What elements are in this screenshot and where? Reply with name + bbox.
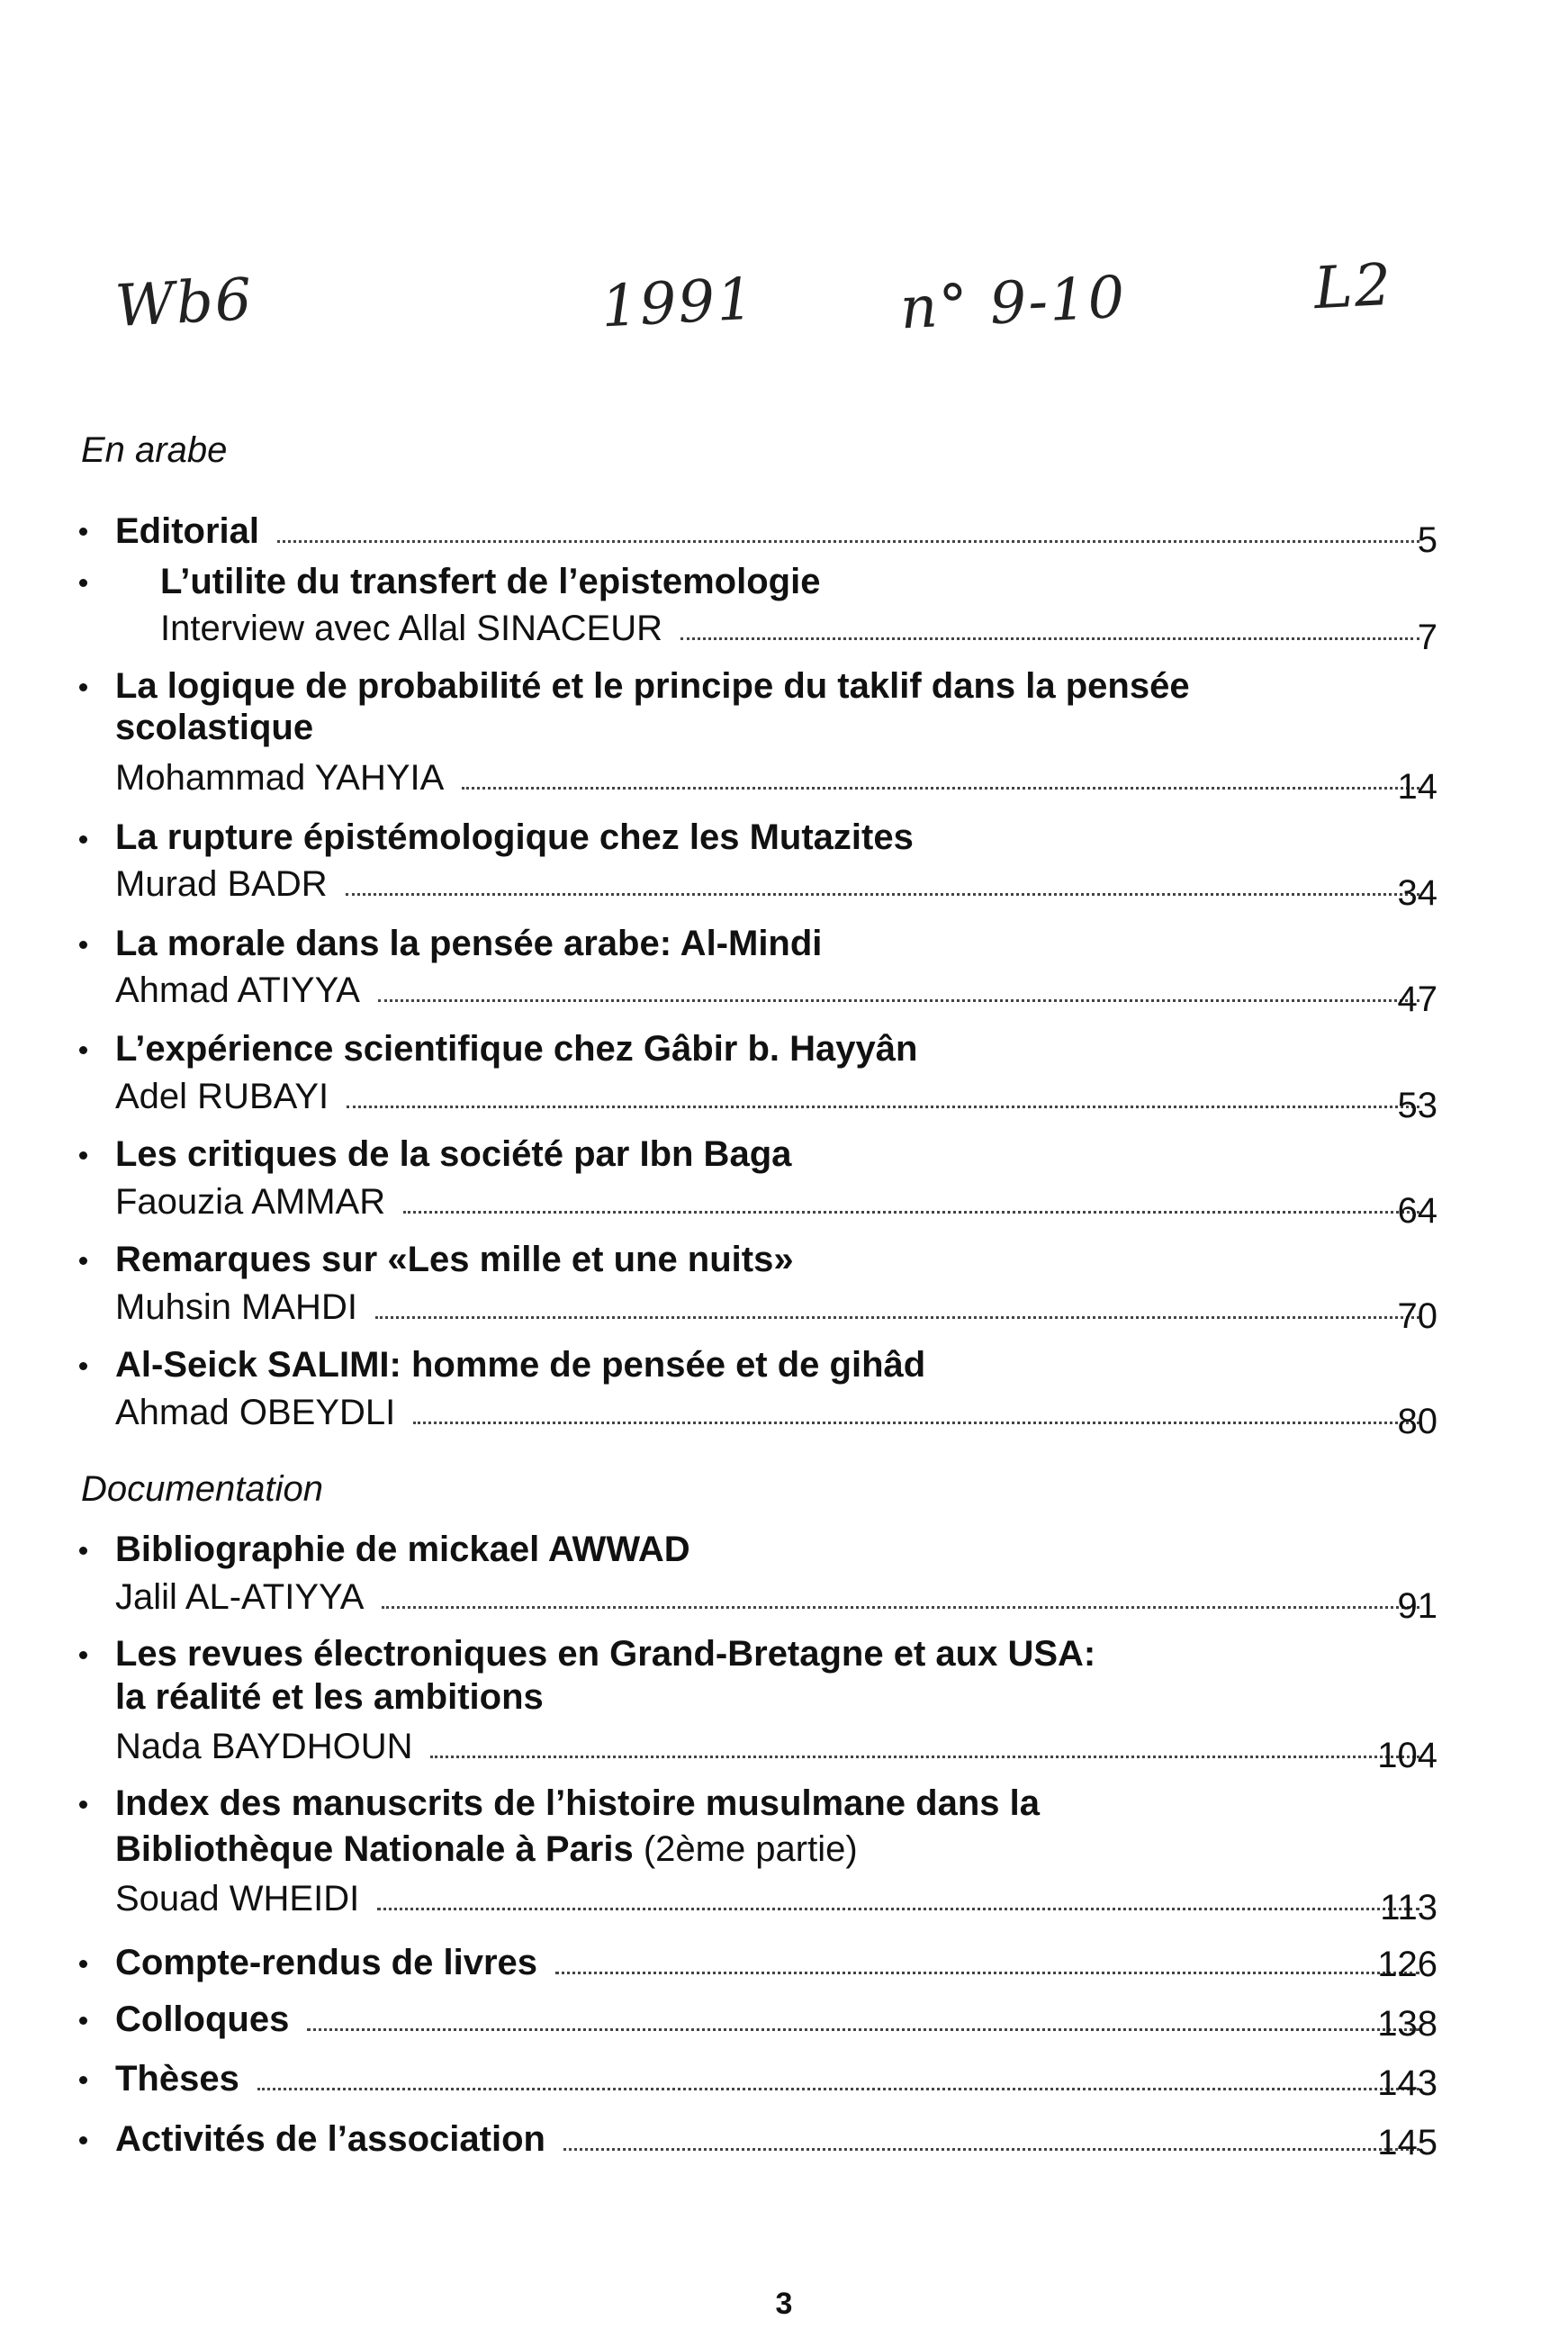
entry-page: 34	[1397, 873, 1437, 913]
entry-title-continued: scolastique	[115, 708, 314, 747]
bullet	[79, 1547, 87, 1555]
toc-entry	[115, 1998, 1437, 2041]
entry-page: 47	[1397, 979, 1437, 1019]
bullet	[79, 2017, 87, 2025]
entry-page: 64	[1397, 1191, 1437, 1231]
entry-title: Les critiques de la société par Ibn Baga	[115, 1134, 792, 1174]
entry-page: 104	[1377, 1736, 1437, 1775]
bullet	[79, 1257, 87, 1265]
entry-title: La morale dans la pensée arabe: Al-Mindi	[115, 924, 823, 963]
dot-leader	[403, 1210, 1419, 1214]
bullet	[79, 1651, 87, 1659]
entry-title: L’expérience scientifique chez Gâbir b. Hayyân	[115, 1029, 918, 1069]
toc-entry	[115, 2117, 1437, 2161]
toc-entry-author-row	[115, 756, 1437, 799]
bullet	[79, 2136, 87, 2144]
toc-entry-author-row	[115, 1575, 1437, 1619]
toc-entry-author-row	[115, 1391, 1437, 1434]
section-heading-arabic: En arabe	[81, 430, 228, 470]
dot-leader	[378, 998, 1419, 1002]
entry-title: Editorial	[115, 511, 260, 551]
dot-leader	[462, 786, 1419, 790]
bullet	[79, 683, 87, 691]
entry-author: Interview avec Allal SINACEUR	[160, 609, 662, 648]
entry-author: Souad WHEIDI	[115, 1879, 360, 1918]
toc-entry-author-row	[115, 1877, 1437, 1920]
bullet	[79, 528, 87, 536]
dot-leader	[382, 1605, 1419, 1609]
dot-leader	[375, 1315, 1419, 1319]
entry-page: 70	[1397, 1296, 1437, 1336]
entry-title: Thèses	[115, 2059, 239, 2099]
bullet	[79, 835, 87, 844]
entry-title-continued: la réalité et les ambitions	[115, 1677, 544, 1717]
entry-title-note: (2ème partie)	[643, 1829, 858, 1869]
toc-entry	[115, 1941, 1437, 1984]
bullet	[79, 941, 87, 949]
bullet	[79, 1801, 87, 1809]
entry-title-continued-bold: Bibliothèque Nationale à Paris	[115, 1829, 634, 1869]
entry-page: 138	[1377, 2004, 1437, 2044]
toc-entry	[115, 2057, 1437, 2100]
entry-author: Ahmad OBEYDLI	[115, 1393, 396, 1432]
dot-leader	[680, 636, 1419, 640]
handwritten-shelfmark: Wb6	[113, 266, 256, 340]
handwritten-mark: L2	[1312, 251, 1395, 323]
entry-page: 113	[1380, 1888, 1437, 1927]
entry-title: Activités de l’association	[115, 2119, 545, 2159]
dot-leader	[277, 539, 1419, 543]
bullet	[79, 1046, 87, 1054]
entry-page: 126	[1377, 1945, 1437, 1984]
entry-page: 91	[1397, 1586, 1437, 1626]
section-heading-documentation: Documentation	[81, 1469, 324, 1509]
toc-entry-author-row	[115, 1286, 1437, 1329]
dot-leader	[563, 2147, 1419, 2151]
toc-entry-author-row	[115, 969, 1437, 1012]
entry-author: Ahmad ATIYYA	[115, 970, 360, 1010]
toc-entry-author-row	[115, 1725, 1437, 1768]
entry-author: Adel RUBAYI	[115, 1077, 329, 1116]
entry-title: Bibliographie de mickael AWWAD	[115, 1530, 690, 1569]
entry-title: Les revues électroniques en Grand-Bretagne et aux USA:	[115, 1634, 1096, 1674]
handwritten-issue: n° 9-10	[898, 264, 1129, 343]
entry-title: Colloques	[115, 1999, 290, 2039]
entry-page: 80	[1397, 1402, 1437, 1441]
entry-page: 7	[1417, 618, 1437, 657]
bullet	[79, 579, 87, 587]
entry-title: Compte-rendus de livres	[115, 1943, 538, 1982]
bullet	[79, 1960, 87, 1968]
entry-author: Mohammad YAHYIA	[115, 758, 445, 798]
dot-leader	[347, 1105, 1419, 1108]
toc-entry-author-row	[115, 1180, 1437, 1223]
entry-page: 14	[1397, 767, 1437, 807]
bullet	[79, 1151, 87, 1160]
bullet	[79, 2076, 87, 2084]
entry-page: 5	[1417, 520, 1437, 560]
entry-page: 145	[1377, 2123, 1437, 2162]
entry-title: Al-Seick SALIMI: homme de pensée et de gihâd	[115, 1345, 926, 1385]
entry-author: Muhsin MAHDI	[115, 1287, 357, 1327]
toc-entry-author-row	[160, 607, 1437, 650]
dot-leader	[377, 1907, 1419, 1910]
dot-leader	[430, 1755, 1419, 1758]
bullet	[79, 1362, 87, 1370]
toc-entry-author-row	[115, 1075, 1437, 1118]
entry-page: 53	[1397, 1086, 1437, 1125]
handwritten-year: 1991	[599, 266, 757, 341]
entry-author: Nada BAYDHOUN	[115, 1727, 413, 1766]
entry-title: L’utilite du transfert de l’epistemologie	[160, 562, 821, 601]
entry-author: Jalil AL-ATIYYA	[115, 1577, 365, 1617]
entry-title: Index des manuscrits de l’histoire musulmane dans la	[115, 1783, 1040, 1823]
page-number: 3	[775, 2287, 793, 2321]
dot-leader	[555, 1971, 1419, 1974]
dot-leader	[257, 2087, 1419, 2090]
entry-title: La rupture épistémologique chez les Mutazites	[115, 817, 914, 857]
toc-entry-editorial	[115, 510, 1437, 553]
dot-leader	[346, 892, 1419, 896]
entry-title: Remarques sur «Les mille et une nuits»	[115, 1240, 794, 1279]
entry-page: 143	[1377, 2063, 1437, 2103]
dot-leader	[413, 1421, 1419, 1424]
entry-title: La logique de probabilité et le principe du taklif dans la pensée	[115, 666, 1190, 706]
toc-entry-author-row	[115, 862, 1437, 906]
entry-author: Murad BADR	[115, 864, 328, 904]
entry-author: Faouzia AMMAR	[115, 1182, 386, 1222]
entry-title-continued	[115, 1829, 858, 1870]
dot-leader	[307, 2027, 1419, 2031]
